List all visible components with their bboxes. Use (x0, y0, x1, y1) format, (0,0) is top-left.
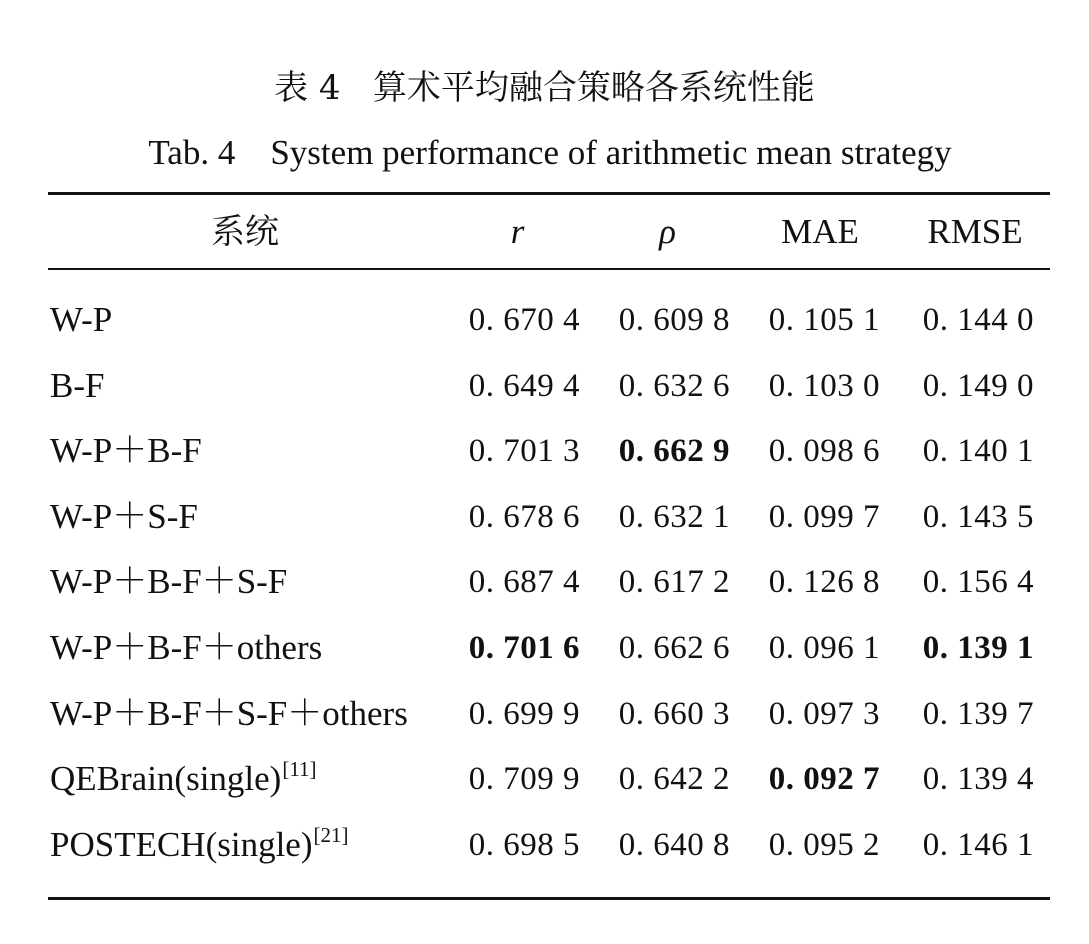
pearson-r-value: 0. 701 6 (468, 629, 580, 666)
system-name (50, 552, 287, 612)
system-name (50, 421, 202, 481)
pearson-r-value: 0. 698 5 (468, 826, 580, 863)
header-rule (48, 268, 1050, 270)
table-row (0, 552, 1089, 618)
mae-value: 0. 095 2 (768, 826, 880, 863)
table-row (0, 684, 1089, 750)
mae-value: 0. 126 8 (768, 564, 880, 601)
pearson-r-value: 0. 701 3 (468, 433, 580, 470)
rmse-value: 0. 156 4 (922, 564, 1034, 601)
system-name-text: B-F (50, 365, 105, 405)
rmse-value: 0. 139 1 (922, 629, 1034, 666)
rmse-value: 0. 144 0 (922, 302, 1034, 338)
spearman-rho-value: 0. 662 9 (618, 433, 730, 470)
system-name (50, 487, 198, 547)
rmse-value: 0. 149 0 (922, 367, 1034, 404)
header-spearman-rho: ρ (659, 212, 676, 251)
system-name (50, 356, 104, 416)
mae-value: 0. 103 0 (768, 367, 880, 404)
table-caption-chinese: 表 4 算术平均融合策略各系统性能 (274, 68, 815, 108)
system-name-text: W-P＋B-F＋others (50, 627, 323, 667)
system-name (50, 290, 112, 350)
header-rmse: RMSE (927, 212, 1023, 251)
table-row (0, 815, 1089, 881)
table-row (0, 356, 1089, 422)
table-row (0, 487, 1089, 553)
table-row (0, 290, 1089, 356)
pearson-r-value: 0. 670 4 (468, 302, 580, 338)
system-name (50, 684, 408, 744)
mae-value: 0. 092 7 (768, 761, 880, 798)
pearson-r-value: 0. 709 9 (468, 761, 580, 798)
mae-value: 0. 097 3 (768, 695, 880, 732)
table-row (0, 618, 1089, 684)
system-name (50, 749, 317, 809)
mae-value: 0. 096 1 (768, 629, 880, 666)
bottom-rule (48, 897, 1050, 900)
pearson-r-value: 0. 678 6 (468, 498, 580, 535)
citation-ref: [11] (282, 757, 317, 782)
spearman-rho-value: 0. 642 2 (618, 761, 730, 798)
mae-value: 0. 099 7 (768, 498, 880, 535)
system-name-text: POSTECH(single) (50, 824, 313, 864)
spearman-rho-value: 0. 640 8 (618, 826, 730, 863)
header-mae: MAE (781, 212, 859, 251)
table-row (0, 421, 1089, 487)
mae-value: 0. 098 6 (768, 433, 880, 470)
system-name-text: QEBrain(single) (50, 759, 282, 799)
rmse-value: 0. 143 5 (922, 498, 1034, 535)
rmse-value: 0. 140 1 (922, 433, 1034, 470)
system-name-text: W-P＋S-F (50, 496, 198, 536)
system-name-text: W-P (50, 300, 113, 339)
rmse-value: 0. 139 7 (922, 695, 1034, 732)
pearson-r-value: 0. 687 4 (468, 564, 580, 601)
header-pearson-r: r (510, 212, 525, 251)
spearman-rho-value: 0. 609 8 (618, 302, 730, 338)
spearman-rho-value: 0. 632 6 (618, 367, 730, 404)
system-name-text: W-P＋B-F (50, 431, 202, 471)
header-system: 系统 (211, 212, 279, 252)
table-caption-english: Tab. 4 System performance of arithmetic mean strategy (148, 133, 952, 172)
spearman-rho-value: 0. 632 1 (618, 498, 730, 535)
spearman-rho-value: 0. 617 2 (618, 564, 730, 601)
spearman-rho-value: 0. 662 6 (618, 629, 730, 666)
pearson-r-value: 0. 649 4 (468, 367, 580, 404)
system-name-text: W-P＋B-F＋S-F＋others (50, 693, 408, 733)
table-body (0, 290, 1089, 880)
top-rule (48, 192, 1050, 195)
mae-value: 0. 105 1 (768, 302, 880, 338)
table-row (0, 749, 1089, 815)
system-name-text: W-P＋B-F＋S-F (50, 562, 288, 602)
spearman-rho-value: 0. 660 3 (618, 695, 730, 732)
pearson-r-value: 0. 699 9 (468, 695, 580, 732)
rmse-value: 0. 139 4 (922, 761, 1034, 798)
citation-ref: [21] (313, 822, 349, 847)
rmse-value: 0. 146 1 (922, 826, 1034, 863)
system-name (50, 618, 322, 678)
system-name (50, 815, 349, 875)
